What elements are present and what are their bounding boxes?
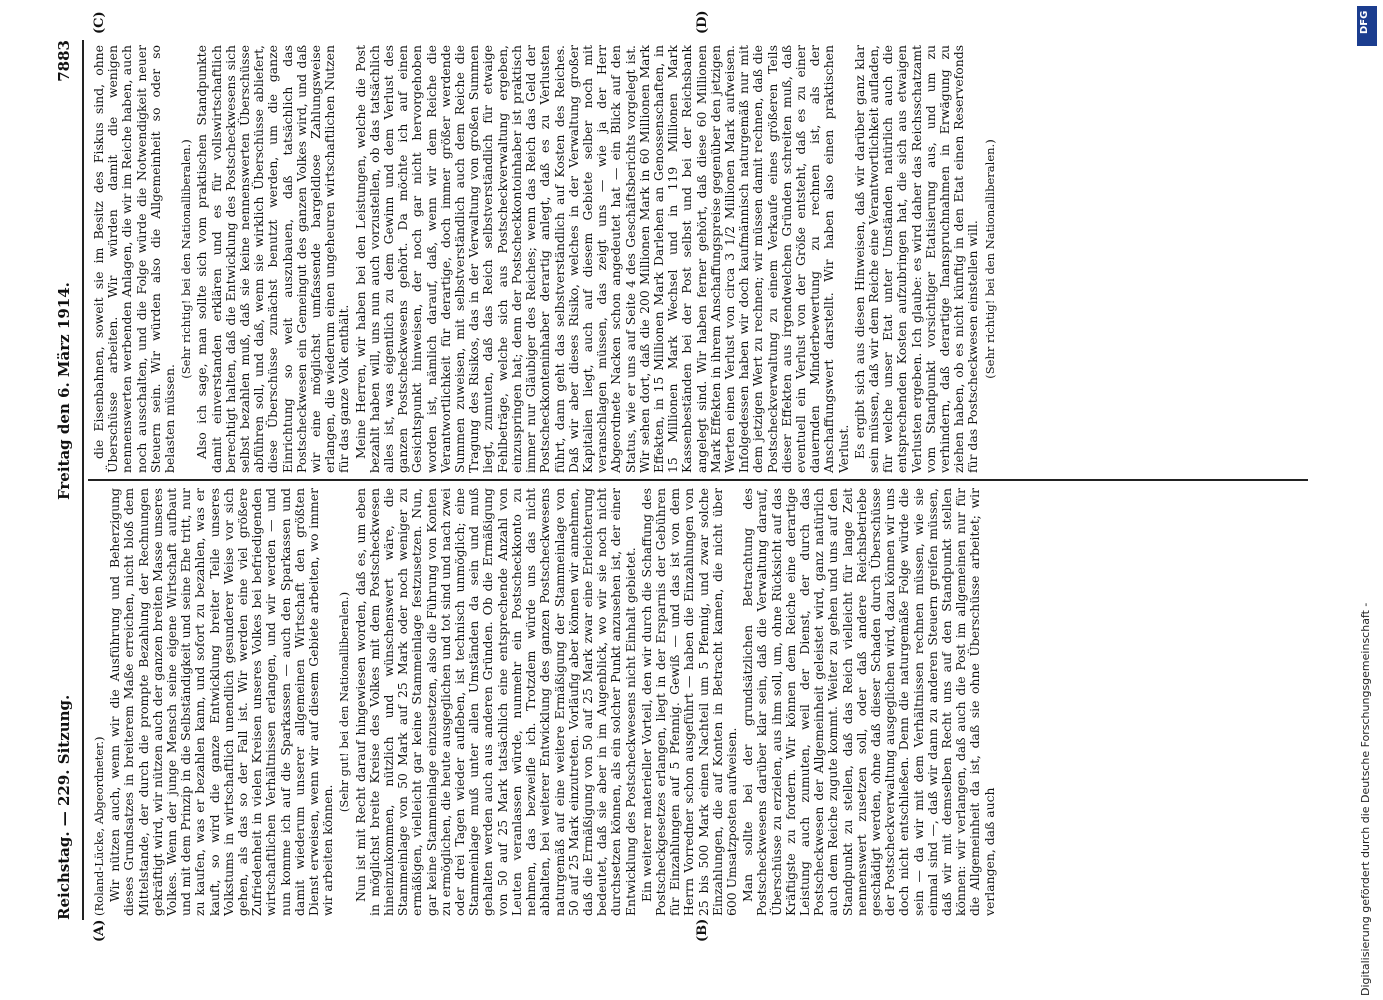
left-column bbox=[92, 488, 999, 916]
paragraph: Man sollte bei der grundsätzlichen Betrachtung des Postscheckwesens darüber klar sein, daß die Verwaltung darauf, Überschüsse zu erzielen, aus ihm soll, um, ohne Rücksicht auf das Kräftigste zu fordern. Wir können dem Reiche eine derartige Leistung auch zumuten, weil der Dienst, der durch das Postscheckwesen der Allgemeinheit geleistet wird, ganz natürlich auch dem Reiche zugute kommt. Weiter zu gehen und uns auf den Standpunkt zu stellen, daß das Reich vielleicht für lange Zeit nennenswert zusetzen soll, oder daß andere Reichsbetriebe geschädigt werden, ohne daß dieser Schaden durch Überschüsse der Postscheckverwaltung ausgeglichen wird, dazu können wir uns doch nicht entschließen. Denn die naturgemäße Folge würde die sein — da wir mit dem Verhältnissen rechnen müssen, wie sie einmal sind —, daß wir dann zu anderen Steuern greifen müssen, daß wir mit demselben Recht uns auf den Standpunkt stellen können: wir verlangen, daß auch die Post im allgemeinen nur für die Allgemeinheit da ist, daß sie ohne Überschüsse arbeitet; wir verlangen, daß auch bbox=[740, 488, 997, 916]
interjection: (Sehr gut! bei den Nationalliberalen.) bbox=[337, 591, 352, 813]
page-header bbox=[55, 40, 81, 920]
margin-marker-c: (C) bbox=[92, 11, 107, 34]
paragraph: Meine Herren, wir haben bei den Leistungen, welche die Post bezahlt haben will, uns nun auch vorzustellen, ob das tatsächlich alles ist, was eigentlich zu dem Gewinn und dem Verlust des ganzen Postscheckwesens gehört. Da möchte ich auf einen Gesichtspunkt hinweisen, der noch gar nicht hervorgehoben worden ist, nämlich darauf, daß, wenn wir dem Reiche die Verantwortlichkeit für derartige, doch immer größer werdende Summen zuweisen, mit selbstverständlich auch dem Reiche die Tragung des Risikos, das in der Verwaltung von großen Summen liegt, zumuten, daß das Reich selbstverständlich für etwaige Fehlbeträge, welche sich aus Postscheckverwaltung ergeben, einzuspringen hat; denn der Postscheckkontoinhaber ist praktisch immer nur Gläubiger des Reiches; wenn das Reich das Geld der Postscheckkonteninhaber derartig anlegt, daß es zu Verlusten führt, dann geht das selbstverständlich auf Kosten des Reiches. Daß wir aber dieses Risiko, welches in der Verwaltung großer Kapitalien liegt, auch auf diesem Gebiete selber noch mit veranschlagen müssen, das zeigt uns — wie ja der Herr Abgeordnete Nacken schon angedeutet hat — ein Blick auf den Status, wie er uns auf Seite 4 des Geschäftsberichts vorgelegt ist. Wir sehen dort, daß die 200 Millionen Mark in 60 Millionen Mark Effekten, in 15 Millionen Mark Darlehen an Genossenschaften, in 15 Millionen Mark Wechsel und in 119 Millionen Mark Kassenbeständen bei der Post selbst und bei der Reichsbank angelegt sind. Wir haben ferner gehört, daß diese 60 Millionen Mark Effekten in ihrem Anschaffungspreise gegenüber den jetzigen Werten einen Verlust von circa 3 1/2 Millionen Mark aufweisen. Infolgedessen haben wir doch kaufmännisch naturgemäß nur mit dem jetzigen Wert zu rechnen; wir müssen damit rechnen, daß die Postscheckverwaltung zu einem Verkaufe eines größeren Teils dieser Effekten aus irgendwelchen Gründen schreiten muß, daß eventuell ein Verlust von der Größe entsteht, daß es zu einer dauernden Minderbewertung zu rechnen ist, als der Anschaffungswert darstellt. Wir haben also einen praktischen Verlust. bbox=[352, 45, 851, 473]
margin-marker-d: (D) bbox=[695, 10, 710, 34]
right-column bbox=[92, 45, 999, 473]
column-separator bbox=[88, 479, 1308, 481]
header-rule bbox=[82, 40, 84, 920]
paragraph: Wir nützen auch, wenn wir die Ausführung und Beherzigung dieses Grundsatzes in breiterem Maße erreichen, nicht bloß dem Mittelstande, der durch die prompte Bezahlung der Rechnungen gekräftigt wird, wir nützen auch der ganzen breiten Masse unseres Volkes. Wenn der junge Mensch seine eigene Wirtschaft aufbaut und mit dem Prinzip in die Selbständigkeit und seine Ehe tritt, nur zu kaufen, was er bezahlen kann, und sofort zu bezahlen, was er kauft, so wird die ganze Entwicklung breiter Teile unseres Volkstums in wirtschaftlich unendlich gesunderer Weise vor sich gehen, als das so der Fall ist. Wir werden eine viel größere Zufriedenheit in vielen Kreisen unseres Volkes bei befriedigenden wirtschaftlichen Verhältnissen erlangen, und wir werden — und nun komme ich auf die Sparkassen — auch den Sparkassen und damit wiederum unserer allgemeinen Wirtschaft den größten Dienst erweisen, wenn wir auf diesem Gebiete arbeiten, wo immer wir arbeiten können. bbox=[107, 488, 336, 916]
dfg-logo bbox=[1357, 6, 1377, 46]
interjection: (Sehr richtig! bei den Nationalliberalen.) bbox=[982, 139, 997, 379]
interjection: (Sehr richtig! bei den Nationalliberalen.) bbox=[179, 139, 194, 379]
paragraph: Es ergibt sich aus diesen Hinweisen, daß wir darüber ganz klar sein müssen, daß wir dem Reiche eine Verantwortlichkeit aufladen, für welche unser Etat unter Umständen natürlich auch die entsprechenden Kosten aufzubringen hat, die sich aus etwaigen Verlusten ergeben. Ich glaube: es wird daher das Reichsschatzamt vom Standpunkt vorsichtiger Etatisierung aus, und um zu verhindern, daß derartige Inanspruchnahmen in Erwägung zu ziehen haben, ob es nicht künftig in den Etat einen Reservefonds für das Postscheckwesen einstellen will. bbox=[851, 45, 981, 473]
dfg-logo-text: DFG bbox=[1359, 10, 1370, 34]
paragraph: Nun ist mit Recht darauf hingewiesen worden, daß es, um eben in möglichst breite Kreise des Volkes mit dem Postscheckwesen hineinzukommen, nützlich und wünschenswert wäre, die Stammeinlage von 50 Mark auf 25 Mark oder noch weniger zu ermäßigen, vielleicht gar keine Stammeinlage festzusetzen. Nun, gar keine Stammeinlage einzusetzen, also die Führung von Konten zu ermöglichen, die heute ausgeglichen und tot sind und nach zwei oder drei Tagen wieder aufleben, ist technisch unmöglich; eine Stammeinlage muß unter allen Umständen da sein und muß gehalten werden auch aus anderen Gründen. Ob die Ermäßigung von 50 auf 25 Mark tatsächlich eine entsprechende Anzahl von Leuten veranlassen würde, nunmehr ein Postscheckkonto zu nehmen, das bezweifle ich. Trotzdem würde uns das nicht abhalten, bei weiterer Entwicklung des ganzen Postscheckwesens naturgemäß auf eine weitere Ermäßigung der Stammeinlage von 50 auf 25 Mark einzutreten. Vorläufig aber können wir annehmen, daß die Ermäßigung von 50 auf 25 Mark zwar eine Erleichterung bedeutet, daß sie aber in im Augenblick, wo wir sie noch nicht durchsetzen können, als ein solcher Punkt anzusehen ist, der einer Entwicklung des Postscheckwesens nicht Einhalt gebietet. bbox=[352, 488, 638, 916]
paragraph: Ein weiterer materieller Vorteil, den wir durch die Schaffung des Postscheckgesetzes erlangen, liegt in der Ersparnis der Gebühren für Einzahlungen auf 5 Pfennig. Gewiß — und das ist von dem Herrn Vorredner schon ausgeführt — haben die Einzahlungen von 25 bis 500 Mark einen Nachteil um 5 Pfennig, und zwar solche Einzahlungen, die auf Konten in Betracht kamen, die nicht über 600 Umsatzposten aufweisen. bbox=[638, 488, 739, 916]
header-left: Reichstag. — 229. Sitzung. bbox=[55, 694, 73, 920]
sidebar-credit: Digitalisierung gefördert durch die Deutsche Forschungsgemeinschaft - bbox=[1359, 602, 1372, 996]
header-center: Freitag den 6. März 1914. bbox=[55, 282, 73, 500]
digitization-sidebar bbox=[1355, 6, 1377, 996]
paragraph: Also ich sage, man sollte sich vom praktischen Standpunkte damit einverstanden erklären und es für vollswirtschaftlich berechtigt halten, daß die Entwicklung des Postscheckwesens sich selbst bezahlen muß, daß sie keine nennenswerten Überschüsse abführen soll, und daß, wenn sie wirklich Überschüsse abliefert, diese Überschüsse zunächst benutzt werden, um die ganze Einrichtung so weit auszubauen, daß tatsächlich das Postscheckwesen ein Gemeingut des ganzen Volkes wird, und daß wir eine möglichst umfassende bargeldlose Zahlungsweise erlangen, die wiederum einen ungeheuren wirtschaftlichen Nutzen für das ganze Volk enthält. bbox=[194, 45, 352, 473]
speaker-line: (Roland-Lücke, Abgeordneter.) bbox=[92, 736, 106, 916]
paragraph: die Eisenbahnen, soweit sie im Besitz des Fiskus sind, ohne Überschüsse arbeiten. Wir würden damit die wenigen nennenswerten werbenden Anlagen, die wir im Reiche haben, auch noch ausschalten, und die Folge würde die Notwendigkeit neuer Steuern sein. Wir würden also die Allgemeinheit so oder so belasten müssen. bbox=[91, 45, 178, 473]
margin-marker-a: (A) bbox=[92, 919, 107, 942]
page-number: 7883 bbox=[55, 40, 73, 82]
margin-marker-b: (B) bbox=[695, 918, 710, 942]
